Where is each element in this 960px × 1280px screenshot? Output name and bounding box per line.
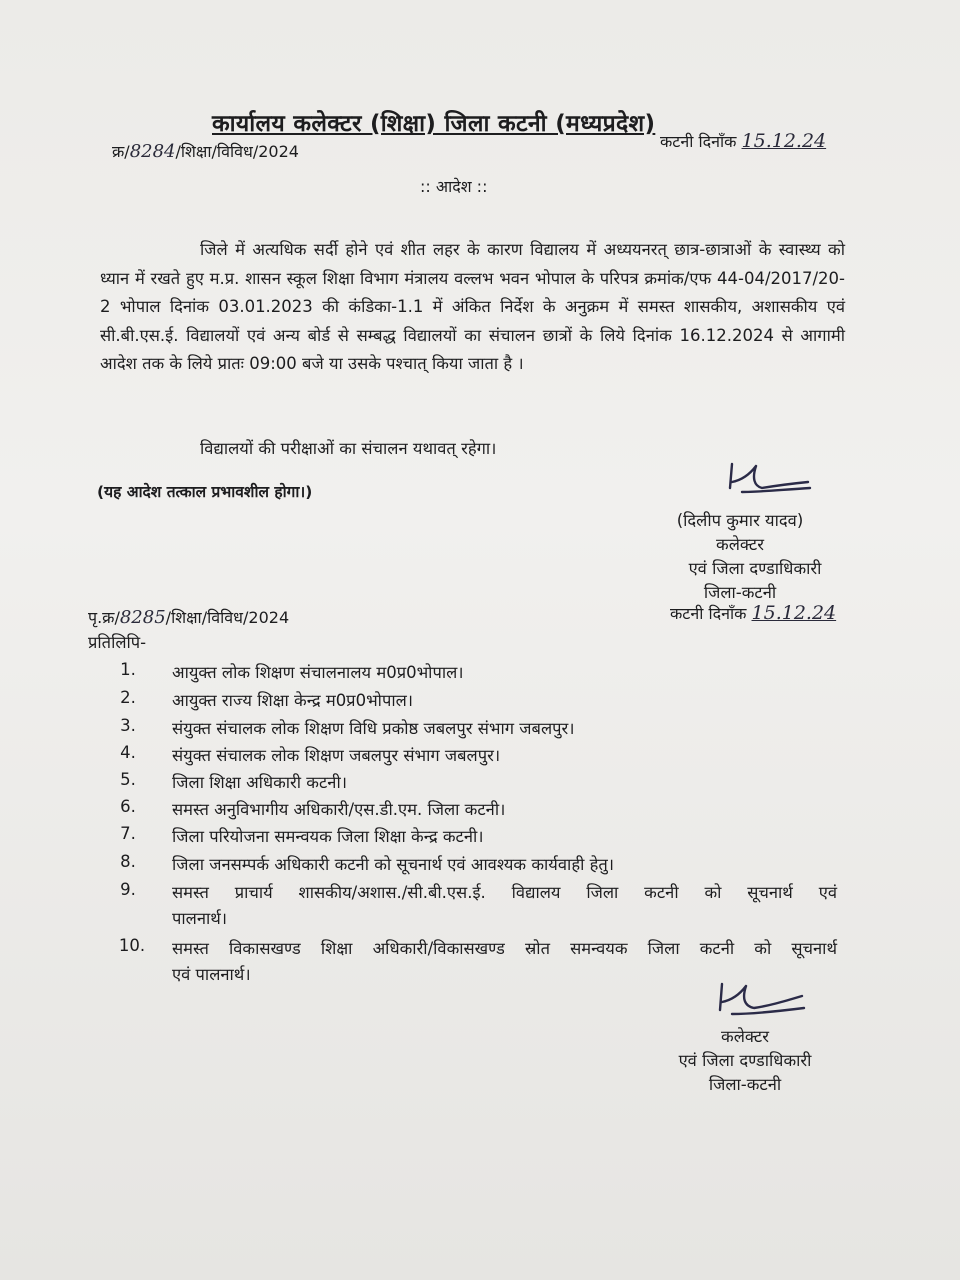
header-date bbox=[660, 130, 826, 152]
copy-item-text: जिला जनसम्पर्क अधिकारी कटनी को सूचनार्थ एवं आवश्यक कार्यवाही हेतु। bbox=[172, 855, 615, 874]
copy-item-text: समस्त प्राचार्य शासकीय/अशास./सी.बी.एस.ई. विद्यालय जिला कटनी को सूचनार्थ एवं bbox=[172, 883, 837, 902]
copy-item-text: समस्त अनुविभागीय अधिकारी/एस.डी.एम. जिला कटनी। bbox=[172, 800, 506, 819]
signer-place: जिला-कटनी bbox=[703, 583, 777, 602]
signature-2-designation: कलेक्टर bbox=[721, 1027, 769, 1046]
signer-designation: कलेक्टर bbox=[716, 535, 764, 554]
copy-item-number: 7. bbox=[120, 824, 136, 843]
copy-reference bbox=[88, 606, 289, 628]
copy-item-text: आयुक्त राज्य शिक्षा केन्द्र म0प्र0भोपाल। bbox=[172, 691, 414, 710]
copy-item-number: 4. bbox=[120, 743, 136, 762]
copy-item-text-continued: पालनार्थ। bbox=[172, 909, 228, 928]
copy-item-number: 8. bbox=[120, 852, 136, 871]
signer-name: (दिलीप कुमार यादव) bbox=[676, 511, 804, 530]
order-paragraph: जिले में अत्यधिक सर्दी होने एवं शीत लहर के कारण विद्यालय में अध्ययनरत् छात्र-छात्राओं के स्वास्थ्य को ध्यान में रखते हुए म.प्र. शासन स्कूल शिक्षा विभाग मंत्रालय वल्लभ भवन भोपाल के परिपत्र क्रमांक/एफ 44-04/2017/20-2 भोपाल दिनांक 03.01.2023 की कंडिका-1.1 में अंकित निर्देश के अनुक्रम में समस्त शासकीय, अशासकीय एवं सी.बी.एस.ई. विद्यालयों एवं अन्य बोर्ड से सम्बद्ध विद्यालयों का संचालन छात्रों के लिये दिनांक 16.12.2024 से आगामी आदेश तक के लिये प्रातः 09:00 बजे या उसके पश्चात् किया जाता है । bbox=[100, 240, 845, 373]
header-date-label: कटनी दिनॉंक bbox=[660, 132, 737, 151]
copy-item-number: 5. bbox=[120, 770, 136, 789]
copy-ref-prefix: पृ.क्र/ bbox=[88, 608, 120, 627]
copy-item-number: 1. bbox=[120, 660, 136, 679]
signature-2-designation-2: एवं जिला दण्डाधिकारी bbox=[678, 1051, 812, 1070]
office-title: कार्यालय कलेक्टर (शिक्षा) जिला कटनी (मध्यप्रदेश) bbox=[212, 111, 656, 137]
signature-1-date-value: 15.12.24 bbox=[751, 602, 837, 624]
effect-note: (यह आदेश तत्काल प्रभावशील होगा।) bbox=[97, 483, 313, 501]
signature-2-mark bbox=[710, 976, 810, 1022]
copy-item-text-continued: एवं पालनार्थ। bbox=[172, 965, 251, 984]
copy-item-number: 3. bbox=[120, 716, 136, 735]
copy-item-text: जिला परियोजना समन्वयक जिला शिक्षा केन्द्र कटनी। bbox=[172, 827, 484, 846]
copy-item-text: संयुक्त संचालक लोक शिक्षण जबलपुर संभाग जबलपुर। bbox=[172, 746, 501, 765]
ref-number: 8284 bbox=[129, 141, 176, 162]
order-reference bbox=[112, 140, 299, 162]
copy-heading: प्रतिलिपि- bbox=[88, 633, 147, 652]
copy-item-text: समस्त विकासखण्ड शिक्षा अधिकारी/विकासखण्ड स्रोत समन्वयक जिला कटनी को सूचनार्थ bbox=[172, 939, 837, 958]
copy-item-number: 10. bbox=[118, 936, 146, 955]
copy-item-text: संयुक्त संचालक लोक शिक्षण विधि प्रकोष्ठ जबलपुर संभाग जबलपुर। bbox=[172, 719, 575, 738]
copy-item-text: जिला शिक्षा अधिकारी कटनी। bbox=[172, 773, 347, 792]
signature-1-date-label: कटनी दिनॉंक bbox=[670, 604, 747, 623]
copy-ref-suffix: /शिक्षा/विविध/2024 bbox=[165, 608, 290, 627]
signature-1-mark bbox=[722, 458, 818, 504]
exam-note: विद्यालयों की परीक्षाओं का संचालन यथावत् रहेगा। bbox=[200, 439, 497, 458]
ref-prefix: क्र/ bbox=[112, 142, 130, 161]
copy-item-number: 6. bbox=[120, 797, 136, 816]
copy-ref-number: 8285 bbox=[119, 607, 166, 628]
copy-item-text: आयुक्त लोक शिक्षण संचालनालय म0प्र0भोपाल। bbox=[172, 663, 464, 682]
signature-2-place: जिला-कटनी bbox=[708, 1075, 782, 1094]
signer-designation-2: एवं जिला दण्डाधिकारी bbox=[688, 559, 822, 578]
order-heading: :: आदेश :: bbox=[420, 177, 488, 196]
ref-suffix: /शिक्षा/विविध/2024 bbox=[175, 142, 299, 161]
copy-item-number: 9. bbox=[120, 880, 136, 899]
header-date-value: 15.12.24 bbox=[741, 130, 827, 152]
signature-1-date bbox=[670, 602, 836, 624]
copy-item-number: 2. bbox=[120, 688, 136, 707]
